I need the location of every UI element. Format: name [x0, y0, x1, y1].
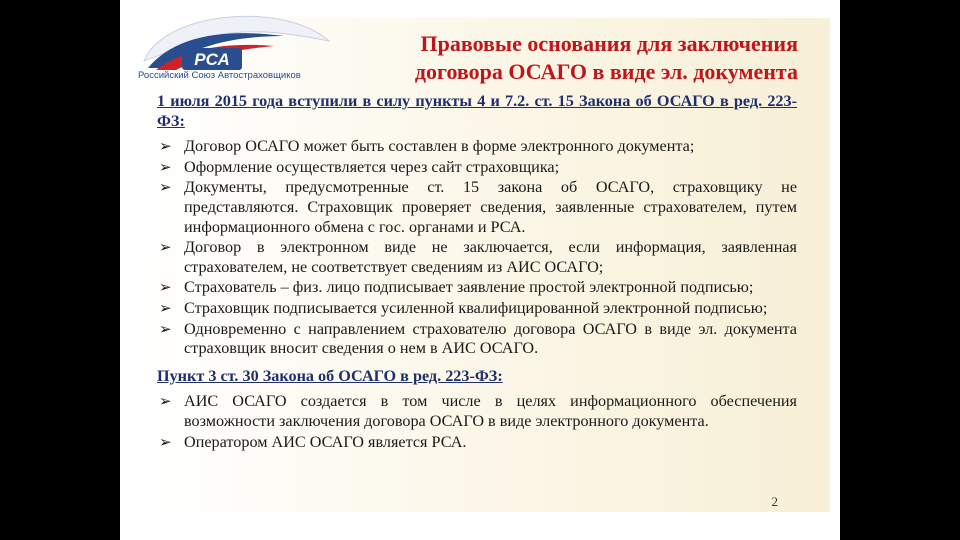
arrow-bullet-icon: ➢: [159, 238, 172, 257]
list-item-text: Одновременно с направлением страхователю договора ОСАГО в виде эл. документа страховщик вносит сведения о нем в АИС ОСАГО.: [184, 319, 797, 358]
list-item-text: Оформление осуществляется через сайт страховщика;: [184, 157, 560, 176]
list-item: [157, 278, 797, 298]
slide: [120, 0, 840, 540]
logo-tagline: Российский Союз Автостраховщиков: [138, 70, 301, 81]
page-number: 2: [771, 494, 778, 509]
list-item-text: АИС ОСАГО создается в том числе в целях информационного обеспечения возможности заключения договора ОСАГО в виде электронного документа.: [184, 392, 797, 430]
bullet-list: [157, 392, 797, 452]
arrow-bullet-icon: ➢: [159, 278, 172, 297]
slide-body: [157, 92, 797, 453]
list-item: [157, 320, 797, 359]
section-heading: 1 июля 2015 года вступили в силу пункты 4 и 7.2. ст. 15 Закона об ОСАГО в ред. 223-ФЗ:: [157, 92, 797, 130]
arrow-bullet-icon: ➢: [159, 137, 172, 156]
arrow-bullet-icon: ➢: [159, 157, 172, 176]
title-line: договора ОСАГО в виде эл. документа: [414, 59, 798, 84]
list-item-text: Страховщик подписывается усиленной квалифицированной электронной подписью;: [184, 298, 768, 317]
list-item-text: Договор ОСАГО может быть составлен в форме электронного документа;: [184, 137, 695, 156]
list-item: [157, 392, 797, 431]
list-item-text: Документы, предусмотренные ст. 15 закона об ОСАГО, страховщику не представляются. Страховщик проверяет сведения, заявленные страхователем, путем информационного обмена с гос. органами и РСА.: [184, 178, 797, 236]
arrow-bullet-icon: ➢: [159, 432, 172, 451]
bullet-list: [157, 137, 797, 359]
list-item: [157, 299, 797, 319]
list-item: [157, 178, 797, 237]
list-item: [157, 238, 797, 277]
arrow-bullet-icon: ➢: [159, 298, 172, 317]
slide-title: [350, 30, 798, 86]
arrow-bullet-icon: ➢: [159, 319, 172, 338]
list-item-text: Страхователь – физ. лицо подписывает заявление простой электронной подписью;: [184, 278, 754, 297]
list-item-text: Договор в электронном виде не заключается, если информация, заявленная страхователем, не соответствует сведениям из АИС ОСАГО;: [184, 238, 797, 276]
list-item-text: Оператором АИС ОСАГО является РСА.: [184, 432, 467, 451]
section-heading: Пункт 3 ст. 30 Закона об ОСАГО в ред. 223-ФЗ:: [157, 366, 503, 385]
list-item: [157, 137, 797, 157]
logo-mark: РСА: [194, 50, 230, 69]
list-item: [157, 433, 797, 453]
arrow-bullet-icon: ➢: [159, 392, 172, 411]
list-item: [157, 158, 797, 178]
title-line: Правовые основания для заключения: [420, 31, 798, 56]
arrow-bullet-icon: ➢: [159, 178, 172, 197]
